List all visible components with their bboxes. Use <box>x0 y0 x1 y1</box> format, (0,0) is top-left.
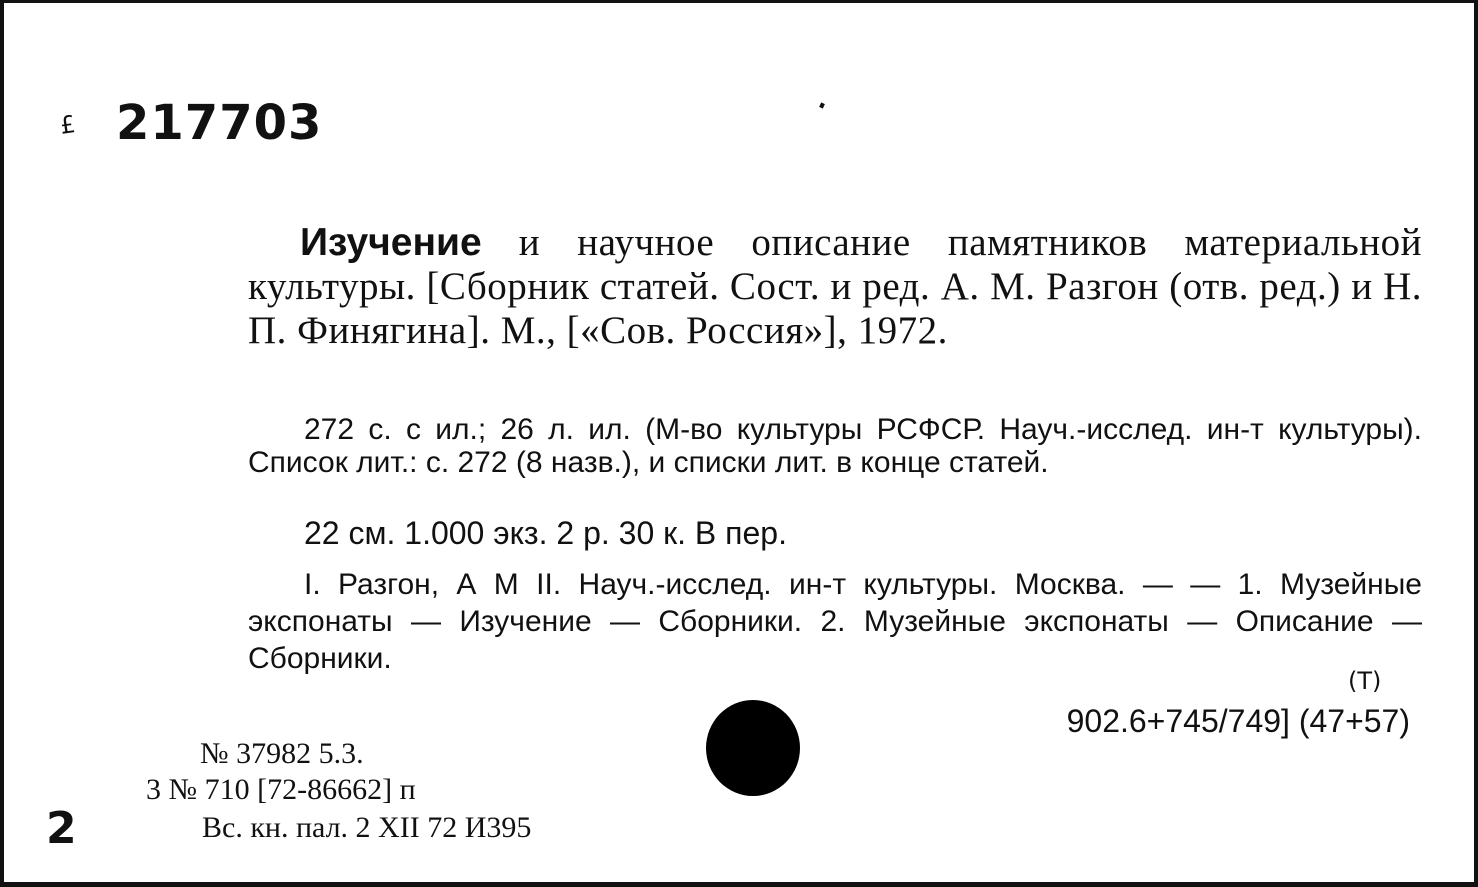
subject-mark: (Т) <box>1348 667 1382 695</box>
physical-description: 272 с. с ил.; 26 л. ил. (М-во культуры РСФСР. Науч.-исслед. ин-т культуры). Список лит.: с. 272 (8 назв.), и списки лит. в конце статей. <box>248 413 1422 479</box>
accession-number: 217703 <box>116 95 323 151</box>
ink-dot <box>819 102 825 108</box>
footer-line-3: Вс. кн. пал. 2 XII 72 И395 <box>202 811 532 844</box>
title-lead-word: Изучение <box>300 221 482 264</box>
classification-code: 902.6+745/749] (47+57) <box>1066 703 1410 739</box>
corner-mark: 2 <box>46 803 77 854</box>
title-statement <box>248 221 1422 353</box>
footer-line-1: № 37982 5.3. <box>200 737 364 770</box>
title-rest: и научное описание памятников материальной культуры. [Сборник статей. Сост. и ред. А. М. Разгон (отв. ред.) и Н. П. Финягина]. М., [«Сов. Россия»], 1972. <box>248 221 1422 352</box>
footer-line-2: 3 № 710 [72-86662] п <box>146 773 416 806</box>
tracings: I. Разгон, А М II. Науч.-исслед. ин-т культуры. Москва. — — 1. Музейные экспонаты — Изучение — Сборники. 2. Музейные экспонаты — Описание — Сборники. <box>248 568 1422 675</box>
accession-mark: £ <box>58 110 78 140</box>
punch-hole <box>706 700 800 796</box>
format-price: 22 см. 1.000 экз. 2 р. 30 к. В пер. <box>304 515 787 551</box>
